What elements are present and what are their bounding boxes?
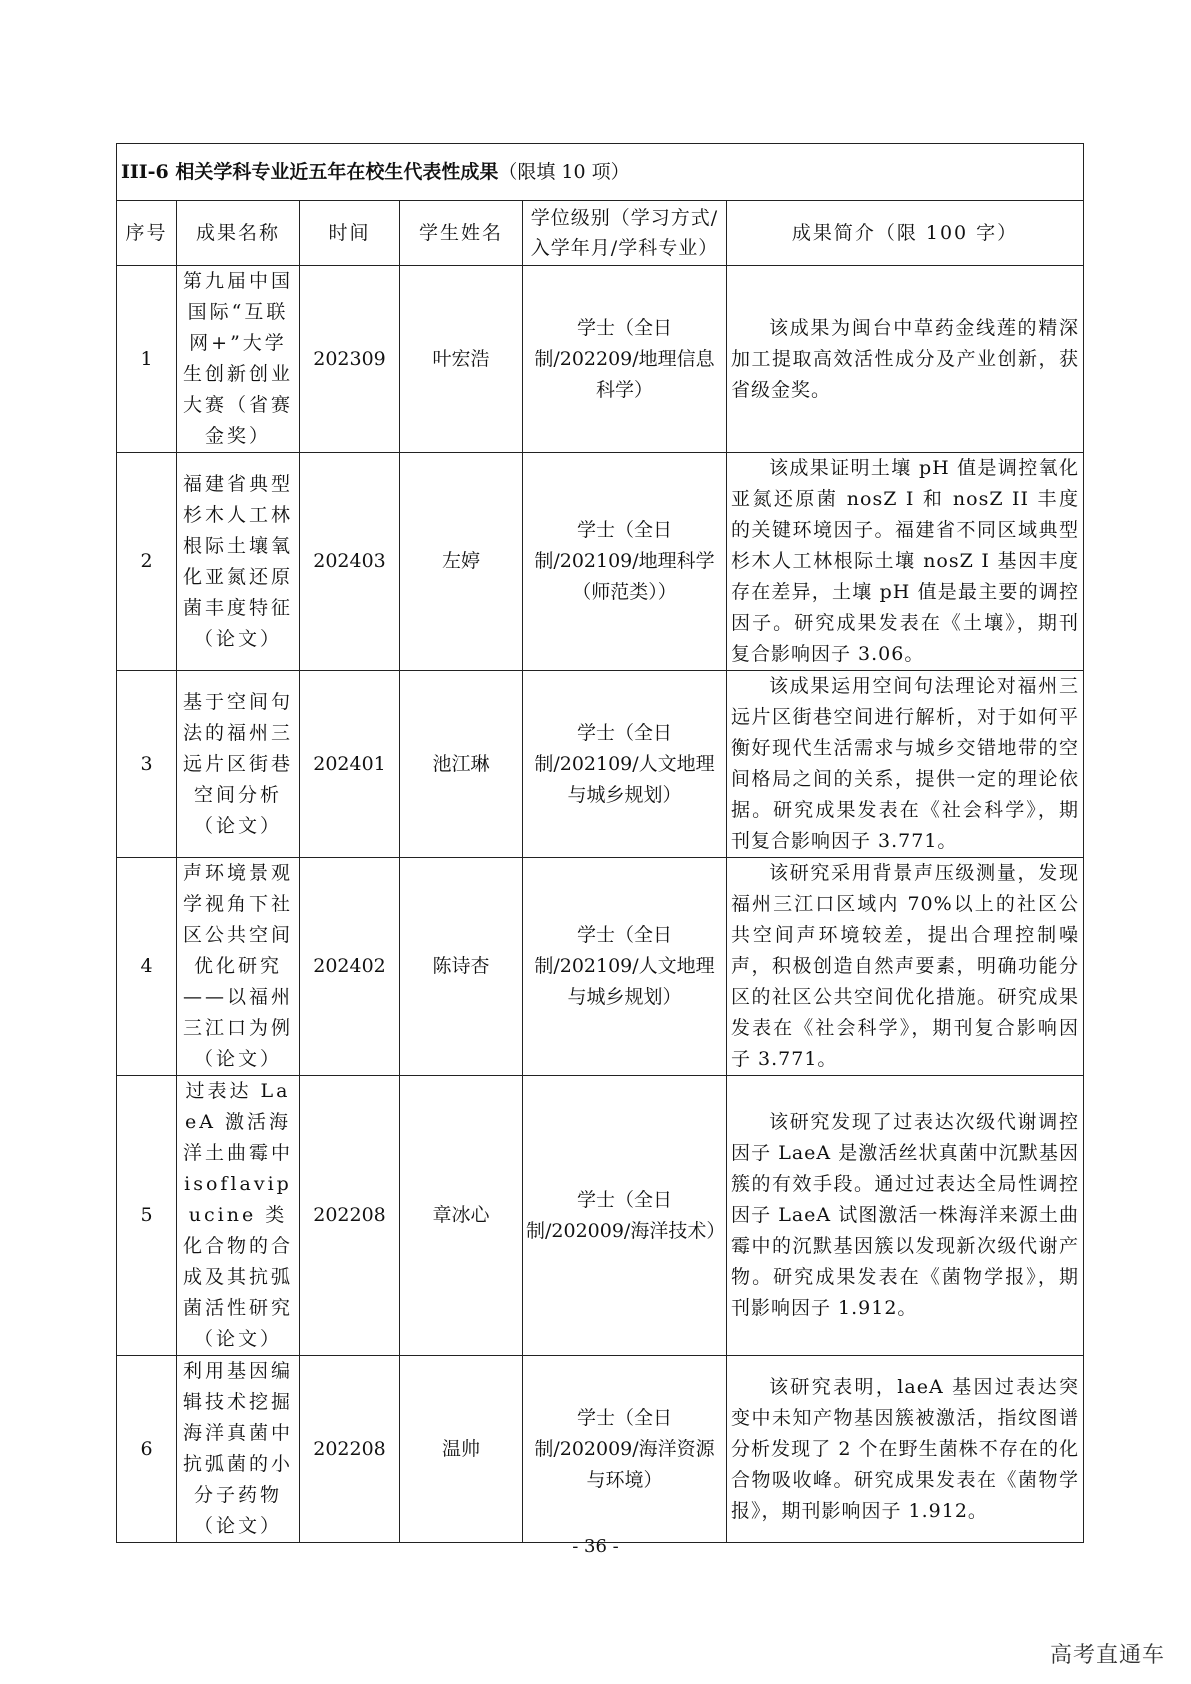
row-student-name: 章冰心 [400, 1076, 523, 1356]
row-index: 3 [117, 671, 177, 858]
row-time: 202208 [300, 1076, 400, 1356]
section-title-row [117, 144, 1084, 201]
row-degree: 学士（全日制/202109/人文地理与城乡规划） [523, 858, 727, 1076]
row-summary: 该研究表明，laeA 基因过表达突变中未知产物基因簇被激活，指纹图谱分析发现了 2 个在野生菌株不存在的化合物吸收峰。研究成果发表在《菌物学报》，期刊影响因子 1.912。 [727, 1356, 1084, 1543]
row-student-name: 左婷 [400, 453, 523, 671]
table-row [117, 453, 1084, 671]
row-achievement-name: 福建省典型杉木人工林根际土壤氧化亚氮还原菌丰度特征（论文） [177, 453, 300, 671]
row-index: 4 [117, 858, 177, 1076]
row-student-name: 池江琳 [400, 671, 523, 858]
row-degree: 学士（全日制/202209/地理信息科学） [523, 266, 727, 453]
row-time: 202208 [300, 1356, 400, 1543]
row-summary: 该成果为闽台中草药金线莲的精深加工提取高效活性成分及产业创新，获省级金奖。 [727, 266, 1084, 453]
header-student: 学生姓名 [400, 201, 523, 266]
row-index: 2 [117, 453, 177, 671]
page-number: - 36 - [572, 1536, 619, 1557]
table-row [117, 858, 1084, 1076]
table-row [117, 671, 1084, 858]
achievements-table-container [116, 143, 1083, 1543]
row-time: 202403 [300, 453, 400, 671]
row-summary: 该研究采用背景声压级测量，发现福州三江口区域内 70%以上的社区公共空间声环境较差，提出合理控制噪声，积极创造自然声要素，明确功能分区的社区公共空间优化措施。研究成果发表在《社会科学》，期刊复合影响因子 3.771。 [727, 858, 1084, 1076]
row-achievement-name: 第九届中国国际“互联网+”大学生创新创业大赛（省赛金奖） [177, 266, 300, 453]
row-summary: 该成果运用空间句法理论对福州三远片区街巷空间进行解析，对于如何平衡好现代生活需求与城乡交错地带的空间格局之间的关系，提供一定的理论依据。研究成果发表在《社会科学》，期刊复合影响因子 3.771。 [727, 671, 1084, 858]
row-degree: 学士（全日制/202109/人文地理与城乡规划） [523, 671, 727, 858]
row-achievement-name: 声环境景观学视角下社区公共空间优化研究——以福州三江口为例（论文） [177, 858, 300, 1076]
row-student-name: 温帅 [400, 1356, 523, 1543]
table-row [117, 266, 1084, 453]
header-summary: 成果简介（限 100 字） [727, 201, 1084, 266]
row-time: 202401 [300, 671, 400, 858]
header-row [117, 201, 1084, 266]
header-name: 成果名称 [177, 201, 300, 266]
row-summary: 该研究发现了过表达次级代谢调控因子 LaeA 是激活丝状真菌中沉默基因簇的有效手段。通过过表达全局性调控因子 LaeA 试图激活一株海洋来源土曲霉中的沉默基因簇以发现新次级代谢产物。研究成果发表在《菌物学报》，期刊影响因子 1.912。 [727, 1076, 1084, 1356]
table-row [117, 1076, 1084, 1356]
table-row [117, 1356, 1084, 1543]
achievements-table [116, 143, 1084, 1543]
section-title [117, 144, 1084, 201]
row-achievement-name: 基于空间句法的福州三远片区街巷空间分析（论文） [177, 671, 300, 858]
section-title-note: （限填 10 项） [498, 160, 630, 183]
header-time: 时间 [300, 201, 400, 266]
row-degree: 学士（全日制/202109/地理科学（师范类）） [523, 453, 727, 671]
watermark: 高考直通车 [1049, 1643, 1165, 1668]
row-achievement-name: 过表达 LaeA 激活海洋土曲霉中 isoflavipucine 类化合物的合成及其抗弧菌活性研究（论文） [177, 1076, 300, 1356]
row-student-name: 陈诗杏 [400, 858, 523, 1076]
row-time: 202402 [300, 858, 400, 1076]
header-index: 序号 [117, 201, 177, 266]
header-degree: 学位级别（学习方式/入学年月/学科专业） [523, 201, 727, 266]
row-degree: 学士（全日制/202009/海洋资源与环境） [523, 1356, 727, 1543]
row-degree: 学士（全日制/202009/海洋技术） [523, 1076, 727, 1356]
row-achievement-name: 利用基因编辑技术挖掘海洋真菌中抗弧菌的小分子药物（论文） [177, 1356, 300, 1543]
row-time: 202309 [300, 266, 400, 453]
row-index: 5 [117, 1076, 177, 1356]
row-student-name: 叶宏浩 [400, 266, 523, 453]
row-index: 1 [117, 266, 177, 453]
section-title-bold: III-6 相关学科专业近五年在校生代表性成果 [121, 160, 499, 183]
row-summary: 该成果证明土壤 pH 值是调控氧化亚氮还原菌 nosZ I 和 nosZ II 丰度的关键环境因子。福建省不同区域典型杉木人工林根际土壤 nosZ I 基因丰度存在差异，土壤 pH 值是最主要的调控因子。研究成果发表在《土壤》，期刊复合影响因子 3.06。 [727, 453, 1084, 671]
row-index: 6 [117, 1356, 177, 1543]
